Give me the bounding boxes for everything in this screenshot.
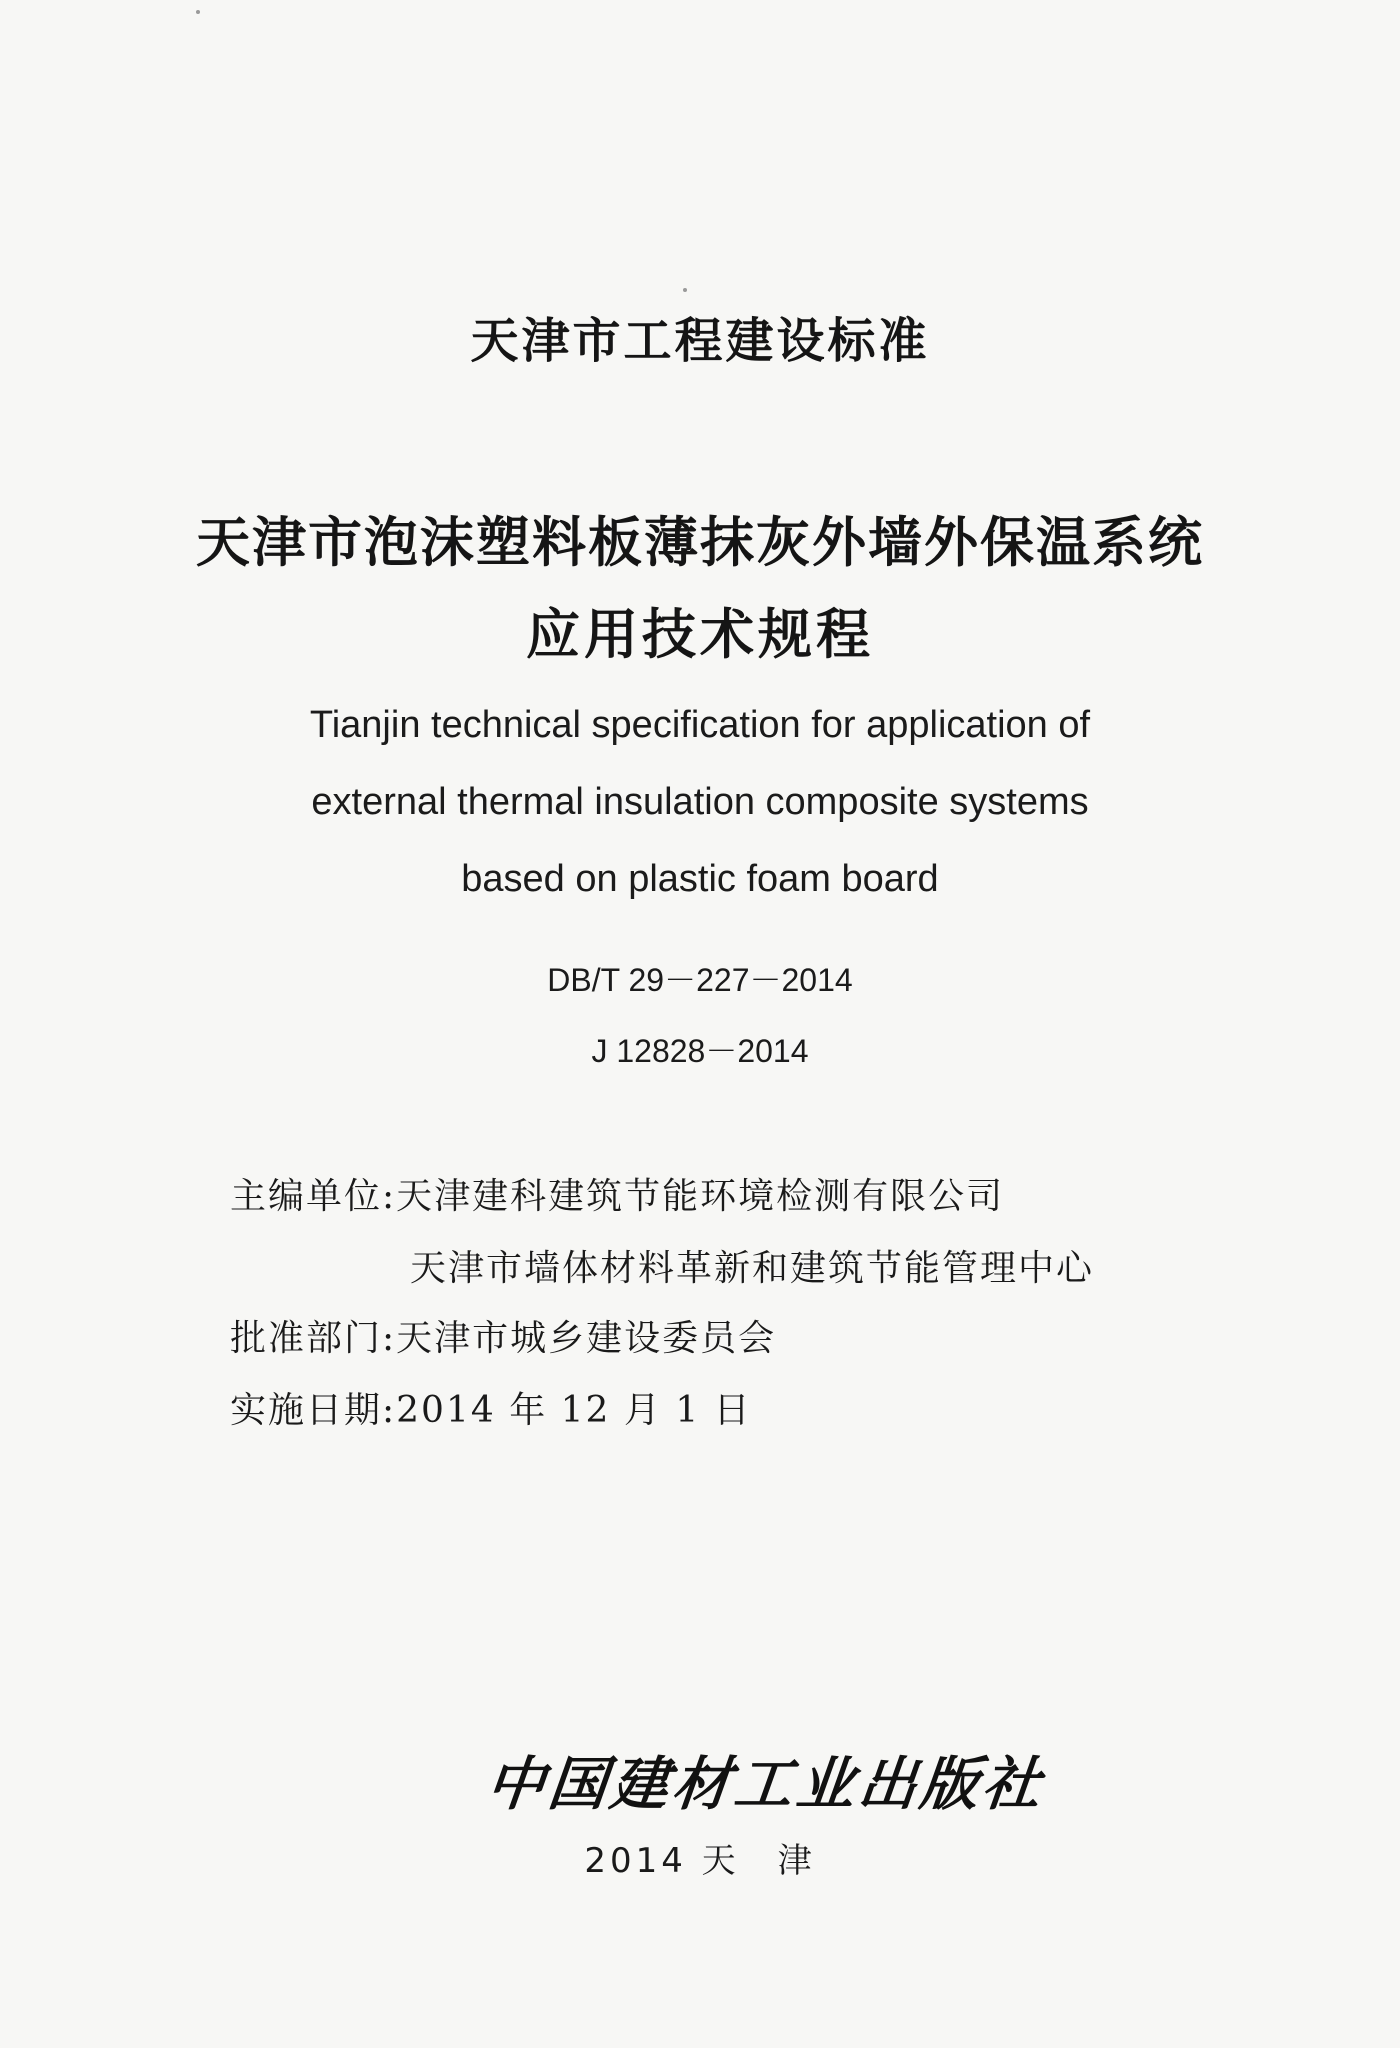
standard-number: DB/T 29－227－2014	[547, 962, 853, 998]
title-cn-line-2: 应用技术规程	[526, 603, 874, 666]
title-en-line-1: Tianjin technical specification for application of	[309, 704, 1091, 746]
approving-department: 批准部门:天津市城乡建设委员会	[230, 1318, 777, 1359]
record-number: J 12828－2014	[591, 1033, 809, 1069]
publisher-logo-calligraphy	[0, 1742, 1400, 1822]
publisher-name: 中国建材工业出版社	[483, 1749, 1049, 1818]
scan-speck	[683, 288, 687, 292]
publish-year-place: 2014 天 津	[584, 1841, 816, 1881]
effective-date: 实施日期:2014 年 12 月 1 日	[230, 1390, 752, 1431]
scan-speck	[196, 10, 200, 14]
chief-editor-unit: 主编单位:天津建科建筑节能环境检测有限公司	[230, 1176, 1005, 1217]
title-cn-line-1: 天津市泡沫塑料板薄抹灰外墙外保温系统	[196, 511, 1204, 574]
title-en-line-3: based on plastic foam board	[461, 858, 939, 900]
series-title: 天津市工程建设标准	[470, 313, 930, 369]
publisher-logo	[0, 1742, 1400, 1822]
title-en-line-2: external thermal insulation composite systems	[311, 781, 1089, 823]
chief-editor-unit-2: 天津市墙体材料革新和建筑节能管理中心	[410, 1248, 1095, 1289]
